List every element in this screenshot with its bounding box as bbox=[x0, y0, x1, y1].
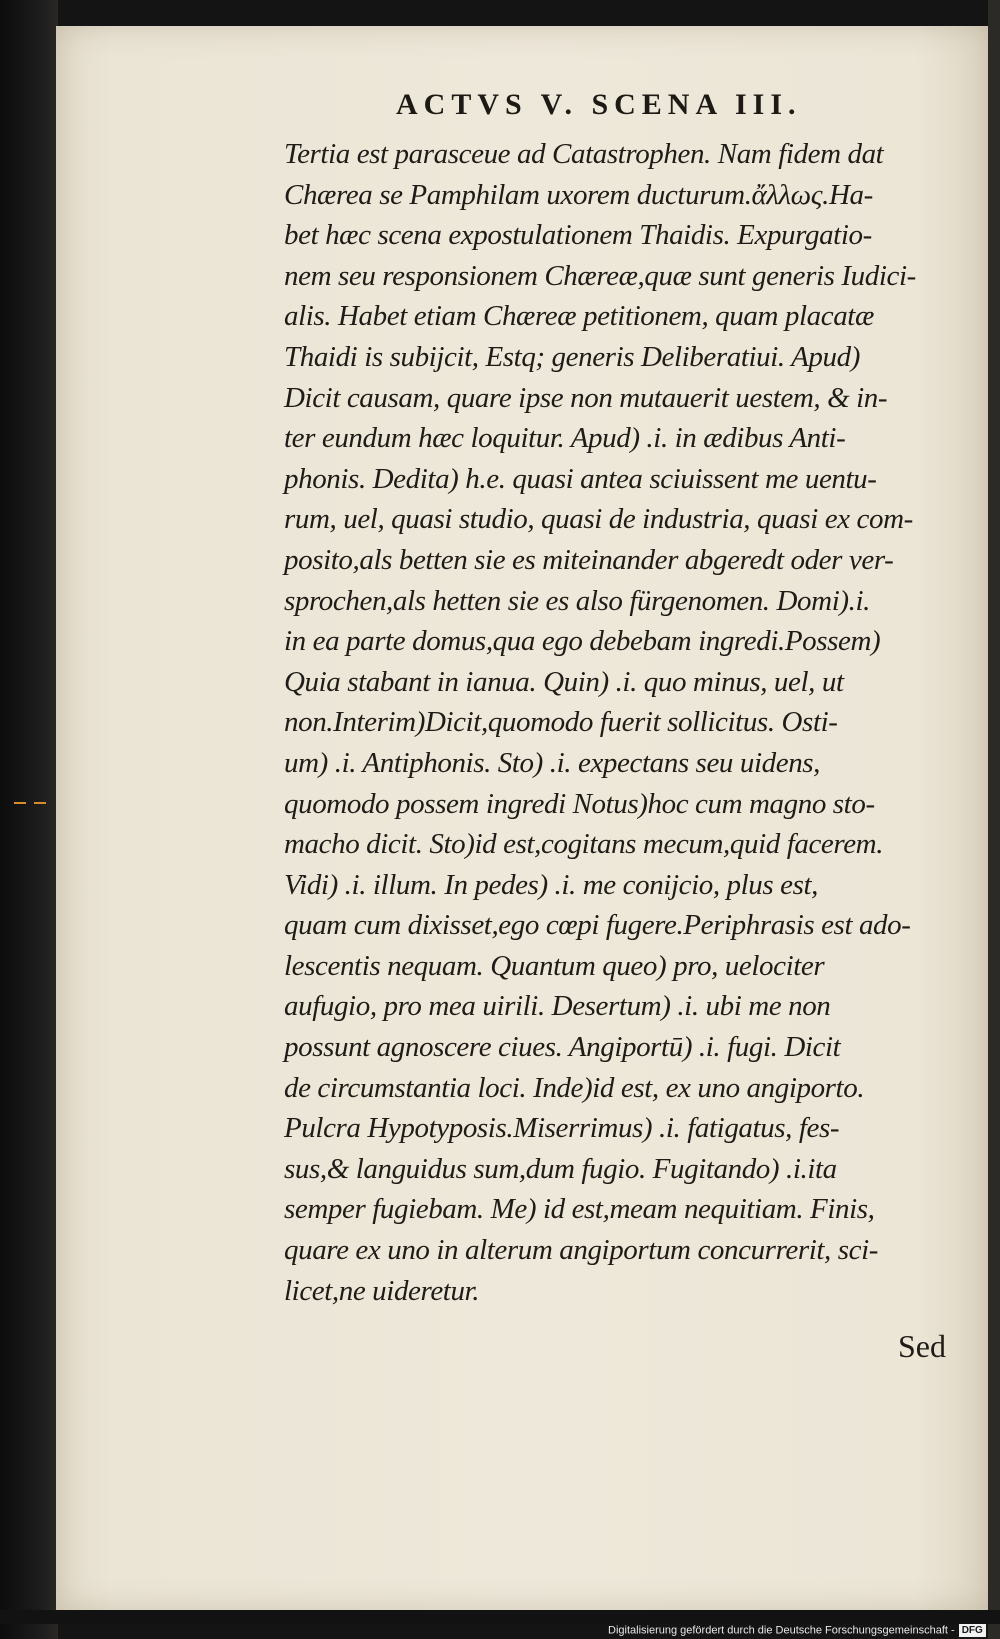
text-line: phonis. Dedita) h.e. quasi antea sciuissent me uentu- bbox=[284, 462, 877, 495]
text-line: quam cum dixisset,ego cœpi fugere.Periphrasis est ado- bbox=[284, 909, 911, 942]
text-line: ter eundum hæc loquitur. Apud) .i. in ædibus Anti- bbox=[284, 422, 846, 455]
digitization-credit bbox=[608, 1624, 986, 1637]
text-line: rum, uel, quasi studio, quasi de industria, quasi ex com- bbox=[284, 503, 913, 536]
text-line: alis. Habet etiam Chæreæ petitionem, quam placatæ bbox=[284, 300, 874, 333]
text-line: Pulcra Hypotyposis.Miserrimus) .i. fatigatus, fes- bbox=[284, 1112, 840, 1145]
catchword: Sed bbox=[898, 1328, 946, 1364]
text-line: posito,als betten sie es miteinander abgeredt oder ver- bbox=[284, 543, 894, 576]
text-line: bet hæc scena expostulationem Thaidis. Expurgatio- bbox=[284, 219, 872, 252]
text-line: Chærea se Pamphilam uxorem ducturum.ἄλλως.Ha- bbox=[284, 178, 873, 211]
text-line: non.Interim)Dicit,quomodo fuerit sollicitus. Osti- bbox=[284, 706, 838, 739]
text-line: lescentis nequam. Quantum queo) pro, uelociter bbox=[284, 949, 825, 982]
text-line: quare ex uno in alterum angiportum concurrerit, sci- bbox=[284, 1234, 879, 1267]
text-line: Tertia est parasceue ad Catastrophen. Nam fidem dat bbox=[284, 138, 884, 170]
text-line: in ea parte domus,qua ego debebam ingredi.Possem) bbox=[284, 625, 881, 658]
running-head: ACTVS V. SCENA III. bbox=[396, 88, 802, 121]
text-line: macho dicit. Sto)id est,cogitans mecum,quid facerem. bbox=[284, 828, 884, 861]
right-scan-edge bbox=[988, 0, 1000, 1639]
text-line: de circumstantia loci. Inde)id est, ex uno angiporto. bbox=[284, 1071, 865, 1104]
scan-guide-mark-left-2 bbox=[34, 802, 46, 804]
scan-guide-mark-left bbox=[14, 802, 26, 804]
text-line: sprochen,als hetten sie es also fürgenomen. Domi).i. bbox=[284, 584, 870, 617]
text-line: Thaidi is subijcit, Estq; generis Deliberatiui. Apud) bbox=[284, 340, 860, 373]
text-line: Quia stabant in ianua. Quin) .i. quo minus, uel, ut bbox=[284, 665, 844, 698]
text-line: um) .i. Antiphonis. Sto) .i. expectans seu uidens, bbox=[284, 746, 821, 779]
bottom-scan-band bbox=[0, 1610, 1000, 1624]
text-line: Dicit causam, quare ipse non mutauerit uestem, & in- bbox=[284, 381, 888, 414]
binding-shadow bbox=[0, 0, 58, 1639]
text-line: semper fugiebam. Me) id est,meam nequitiam. Finis, bbox=[284, 1193, 875, 1226]
dfg-logo: DFG bbox=[959, 1624, 986, 1637]
text-line: licet,ne uideretur. bbox=[284, 1274, 480, 1307]
text-line: aufugio, pro mea uirili. Desertum) .i. ubi me non bbox=[284, 990, 831, 1023]
text-line: Vidi) .i. illum. In pedes) .i. me conijcio, plus est, bbox=[284, 868, 818, 901]
text-line: possunt agnoscere ciues. Angiportū) .i. fugi. Dicit bbox=[284, 1031, 841, 1064]
credit-text: Digitalisierung gefördert durch die Deutsche Forschungsgemeinschaft - bbox=[608, 1624, 955, 1637]
text-line: nem seu responsionem Chæreæ,quæ sunt generis Iudici- bbox=[284, 259, 916, 292]
text-line: quomodo possem ingredi Notus)hoc cum magno sto- bbox=[284, 787, 875, 820]
text-line: sus,& languidus sum,dum fugio. Fugitando) .i.ita bbox=[284, 1152, 837, 1185]
commentary-text bbox=[284, 134, 974, 1311]
